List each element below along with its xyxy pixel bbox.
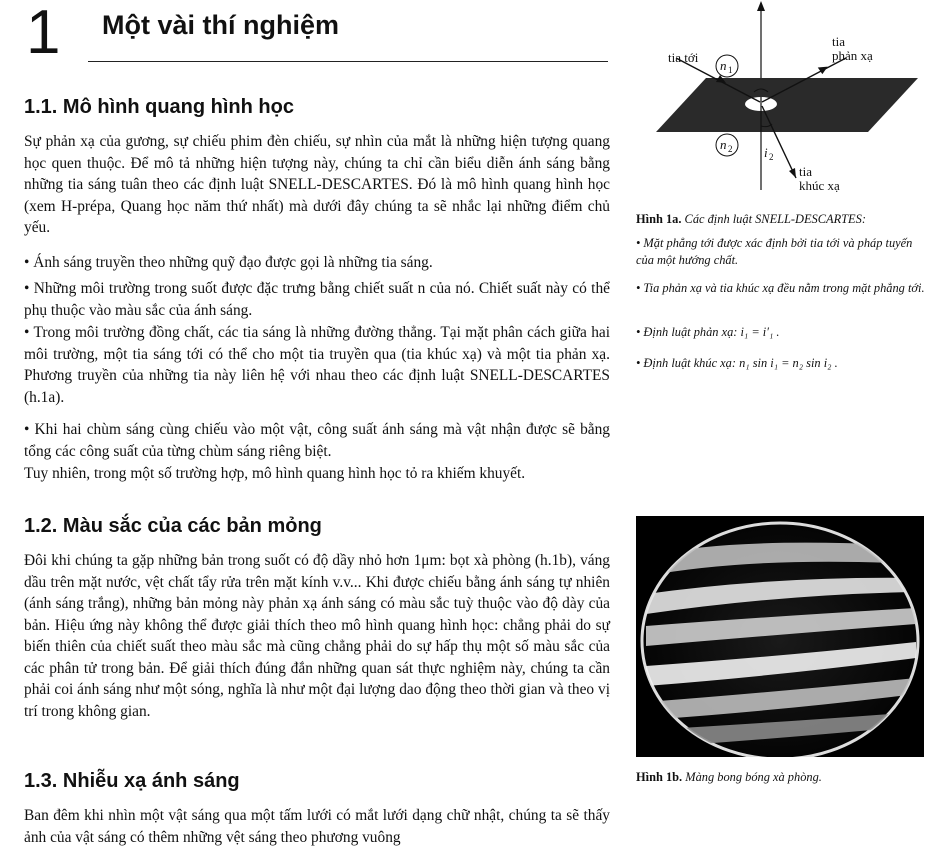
label-n2-sub: 2 <box>728 144 733 154</box>
figure-1b-caption <box>636 769 926 786</box>
figure-1a-item-3: • Định luật phản xạ: i₁ = i′₁ . <box>636 325 780 339</box>
figure-1a-item-4: • Định luật khúc xạ: n₁ sin i₁ = n₂ sin i₂ . <box>636 356 838 370</box>
label-i2: i <box>764 145 768 160</box>
section-heading-1-3: 1.3. Nhiễu xạ ánh sáng <box>24 770 240 792</box>
label-n2: n <box>720 137 727 152</box>
label-reflected-1: tia <box>832 34 845 49</box>
interface-plane <box>656 78 918 132</box>
section-1-1-closing-paragraph: Tuy nhiên, trong một số trường hợp, mô hình quang hình học tỏ ra khiếm khuyết. <box>24 465 526 482</box>
figure-1a-caption <box>636 211 926 228</box>
soap-film-photo <box>636 516 924 757</box>
section-1-1-bullet-3: • Trong môi trường đồng chất, các tia sáng là những đường thẳng. Tại mặt phân cách giữa hai môi trường, một tia sáng tới có thể cho một tia truyền qua (tia khúc xạ) và một tia phản xạ. Phương truyền của những tia này liên hệ với nhau theo các định luật SNELL-DESCARTES (h.1a). <box>24 324 610 406</box>
section-1-3-paragraph: Ban đêm khi nhìn một vật sáng qua một tấm lưới có mắt lưới dạng chữ nhật, chúng ta sẽ thấy ảnh của vật sáng có thêm những vệt sáng theo phương vuông <box>24 807 610 846</box>
label-n1: n <box>720 58 727 73</box>
figure-1a-caption-text: Các định luật SNELL-DESCARTES: <box>681 212 866 226</box>
section-1-1-bullet-4: • Khi hai chùm sáng cùng chiếu vào một vật, công suất ánh sáng mà vật nhận được sẽ bằng tổng các công suất của từng chùm sáng riêng biệt. <box>24 421 610 460</box>
figure-1a-item-1: • Mặt phẳng tới được xác định bởi tia tới và pháp tuyến của một hướng chất. <box>636 236 913 267</box>
figure-1b-caption-text: Màng bong bóng xà phòng. <box>682 770 822 784</box>
chapter-title-rule <box>88 61 608 62</box>
normal-arrowhead <box>757 1 765 11</box>
label-reflected-2: phản xạ <box>832 48 873 63</box>
label-refracted-1: tia <box>799 164 812 179</box>
chapter-title: Một vài thí nghiệm <box>102 10 340 40</box>
label-refracted-2: khúc xạ <box>799 178 840 193</box>
section-1-1-bullet-2: • Những môi trường trong suốt được đặc trưng bằng chiết suất n của nó. Chiết suất này có thể phụ thuộc vào màu sắc của ánh sáng. <box>24 280 610 319</box>
figure-1b-caption-label: Hình 1b. <box>636 770 683 784</box>
label-incident-ray: tia tới <box>668 50 699 65</box>
section-1-1-bullet-1: • Ánh sáng truyền theo những quỹ đạo được gọi là những tia sáng. <box>24 254 433 271</box>
section-heading-1-1: 1.1. Mô hình quang hình học <box>24 96 294 118</box>
section-heading-1-2: 1.2. Màu sắc của các bản mỏng <box>24 515 322 537</box>
chapter-number: 1 <box>26 0 61 67</box>
figure-1a-item-2: • Tia phản xạ và tia khúc xạ đều nằm trong mặt phẳng tới. <box>636 281 925 295</box>
label-n1-sub: 1 <box>728 65 733 75</box>
figure-1a-caption-label: Hình 1a. <box>636 212 682 226</box>
label-i2-sub: 2 <box>769 152 774 162</box>
section-1-1-intro-paragraph: Sự phản xạ của gương, sự chiếu phim đèn chiếu, sự nhìn của mắt là những hiện tượng quang học quen thuộc. Để mô tả những hiện tượng này, chúng ta chỉ cần biểu diễn ánh sáng bằng những tia sáng tuân theo các định luật SNELL-DESCARTES. Đó là mô hình quang hình học (xem H-prépa, Quang học năm thứ nhất) mà dưới đây chúng ta sẽ nhắc lại những điểm chủ yếu. <box>24 133 610 236</box>
section-1-2-paragraph: Đôi khi chúng ta gặp những bản trong suốt có độ dầy nhỏ hơn 1μm: bọt xà phòng (h.1b), váng dầu trên mặt nước, vệt chất tẩy rửa trên mặt kính v.v... Khi được chiếu bằng ánh sáng tự nhiên (ánh sáng trắng), những bản mỏng này phản xạ ánh sáng có màu sắc tuỳ thuộc vào độ dày của bản. Hiệu ứng này không thể được giải thích theo mô hình quang hình học: chẳng phải do sự biến thiên của chiết suất theo màu sắc mà cũng chẳng phải do sự hấp thụ một số màu sắc của các phân tử trong bản. Để giải thích đúng đắn những quan sát thực nghiệm này, chúng ta cần phải coi ánh sáng như một sóng, nghĩa là như một đại lượng dao động theo thời gian và theo vị trí trong không gian. <box>24 552 610 720</box>
snell-descartes-diagram <box>636 0 926 205</box>
